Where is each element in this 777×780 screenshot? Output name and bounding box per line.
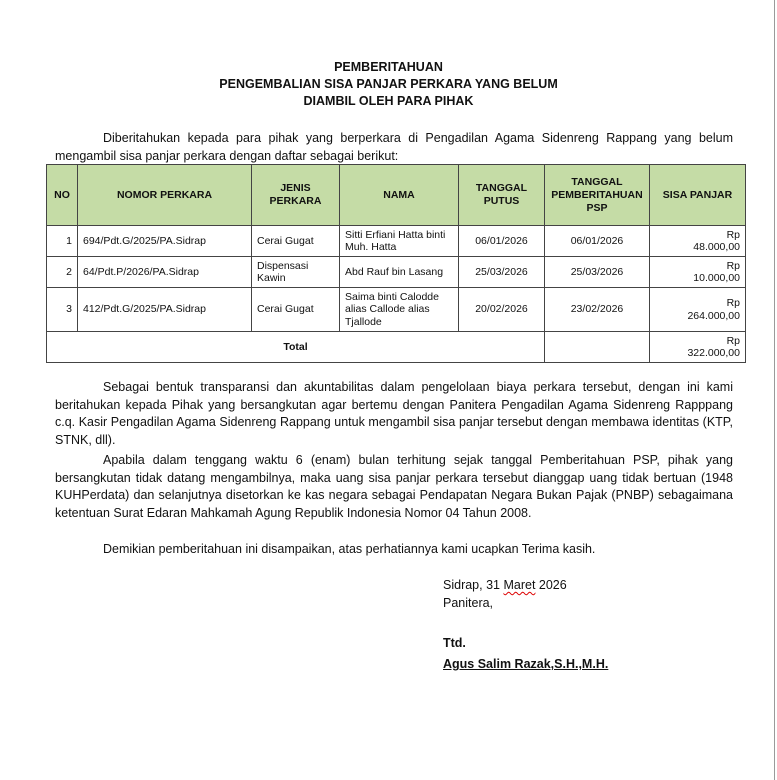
cell-sisa — [650, 226, 746, 257]
total-amount — [650, 332, 746, 363]
header-jenis-perkara: JENIS PERKARA — [252, 165, 340, 226]
cell-sisa-currency: Rp — [726, 228, 740, 241]
cell-sisa-value: 48.000,00 — [693, 241, 740, 253]
cell-nama: Abd Rauf bin Lasang — [340, 257, 459, 288]
table-row — [47, 226, 746, 257]
cell-no: 3 — [47, 288, 78, 332]
cell-no: 1 — [47, 226, 78, 257]
cell-nama: Sitti Erfiani Hatta binti Muh. Hatta — [340, 226, 459, 257]
cell-jenis: Cerai Gugat — [252, 288, 340, 332]
notice-subtitle-line2: DIAMBIL OLEH PARA PIHAK — [303, 94, 474, 108]
cell-putus: 06/01/2026 — [459, 226, 545, 257]
signature-role: Panitera, — [443, 596, 494, 610]
signature-month: Maret — [503, 578, 536, 592]
paragraph-transparency: Sebagai bentuk transparansi dan akuntabilitas dalam pengelolaan biaya perkara tersebut, dengan ini kami beritahukan kepada Pihak yang bersangkutan agar bertemu dengan Panitera Pengadilan Agama Sidenreng Rapppang c.q. Kasir Pengadilan Agama Sidenreng Rappang untuk mengambil sisa panjar tersebut dengan membawa identitas (KTP, STNK, dll). — [55, 380, 733, 447]
signature-ttd: Ttd. — [443, 636, 466, 650]
cell-nama: Saima binti Calodde alias Callode alias Tjallode — [340, 288, 459, 332]
header-nama: NAMA — [340, 165, 459, 226]
total-label: Total — [47, 332, 545, 363]
signature-year: 2026 — [535, 578, 567, 592]
table-row — [47, 257, 746, 288]
cell-sisa — [650, 288, 746, 332]
total-row — [47, 332, 746, 363]
cell-sisa-currency: Rp — [726, 259, 740, 272]
header-tanggal-psp: TANGGAL PEMBERITAHUAN PSP — [545, 165, 650, 226]
cell-psp: 23/02/2026 — [545, 288, 650, 332]
paragraph-closing: Demikian pemberitahuan ini disampaikan, atas perhatiannya kami ucapkan Terima kasih. — [103, 542, 596, 556]
notice-title: PEMBERITAHUAN — [334, 60, 443, 74]
cell-jenis: Cerai Gugat — [252, 226, 340, 257]
intro-paragraph: Diberitahukan kepada para pihak yang berperkara di Pengadilan Agama Sidenreng Rappang yang belum mengambil sisa panjar perkara dengan daftar sebagai berikut: — [55, 131, 733, 163]
cell-sisa-value: 264.000,00 — [687, 309, 740, 322]
case-table — [46, 164, 746, 363]
total-empty-cell — [545, 332, 650, 363]
header-tanggal-putus: TANGGAL PUTUS — [459, 165, 545, 226]
table-row — [47, 288, 746, 332]
cell-nomor: 694/Pdt.G/2025/PA.Sidrap — [78, 226, 252, 257]
cell-jenis: Dispensasi Kawin — [252, 257, 340, 288]
cell-nomor: 412/Pdt.G/2025/PA.Sidrap — [78, 288, 252, 332]
table-header-row — [47, 165, 746, 226]
header-no: NO — [47, 165, 78, 226]
total-value: 322.000,00 — [687, 347, 740, 359]
cell-nomor: 64/Pdt.P/2026/PA.Sidrap — [78, 257, 252, 288]
cell-no: 2 — [47, 257, 78, 288]
cell-putus: 25/03/2026 — [459, 257, 545, 288]
cell-sisa — [650, 257, 746, 288]
cell-psp: 06/01/2026 — [545, 226, 650, 257]
signatory-name: Agus Salim Razak,S.H.,M.H. — [443, 657, 609, 671]
total-currency: Rp — [726, 334, 740, 347]
header-sisa-panjar: SISA PANJAR — [650, 165, 746, 226]
cell-sisa-currency: Rp — [726, 297, 740, 309]
cell-putus: 20/02/2026 — [459, 288, 545, 332]
cell-psp: 25/03/2026 — [545, 257, 650, 288]
page-edge — [774, 0, 775, 780]
notice-subtitle-line1: PENGEMBALIAN SISA PANJAR PERKARA YANG BELUM — [219, 77, 558, 91]
signature-place: Sidrap, 31 — [443, 578, 504, 592]
paragraph-deadline: Apabila dalam tenggang waktu 6 (enam) bulan terhitung sejak tanggal Pemberitahuan PSP, pihak yang bersangkutan tidak datang mengambilnya, maka uang sisa panjar perkara tersebut dianggap uang tidak bertuan (1948 KUHPerdata) dan selanjutnya disetorkan ke kas negara sebagai Pendapatan Negara Bukan Pajak (PNBP) sebagaimana ketentuan Surat Edaran Mahkamah Agung Republik Indonesia Nomor 04 Tahun 2008. — [55, 453, 733, 520]
cell-sisa-value: 10.000,00 — [693, 272, 740, 284]
header-nomor-perkara: NOMOR PERKARA — [78, 165, 252, 226]
signature-date — [443, 576, 567, 594]
